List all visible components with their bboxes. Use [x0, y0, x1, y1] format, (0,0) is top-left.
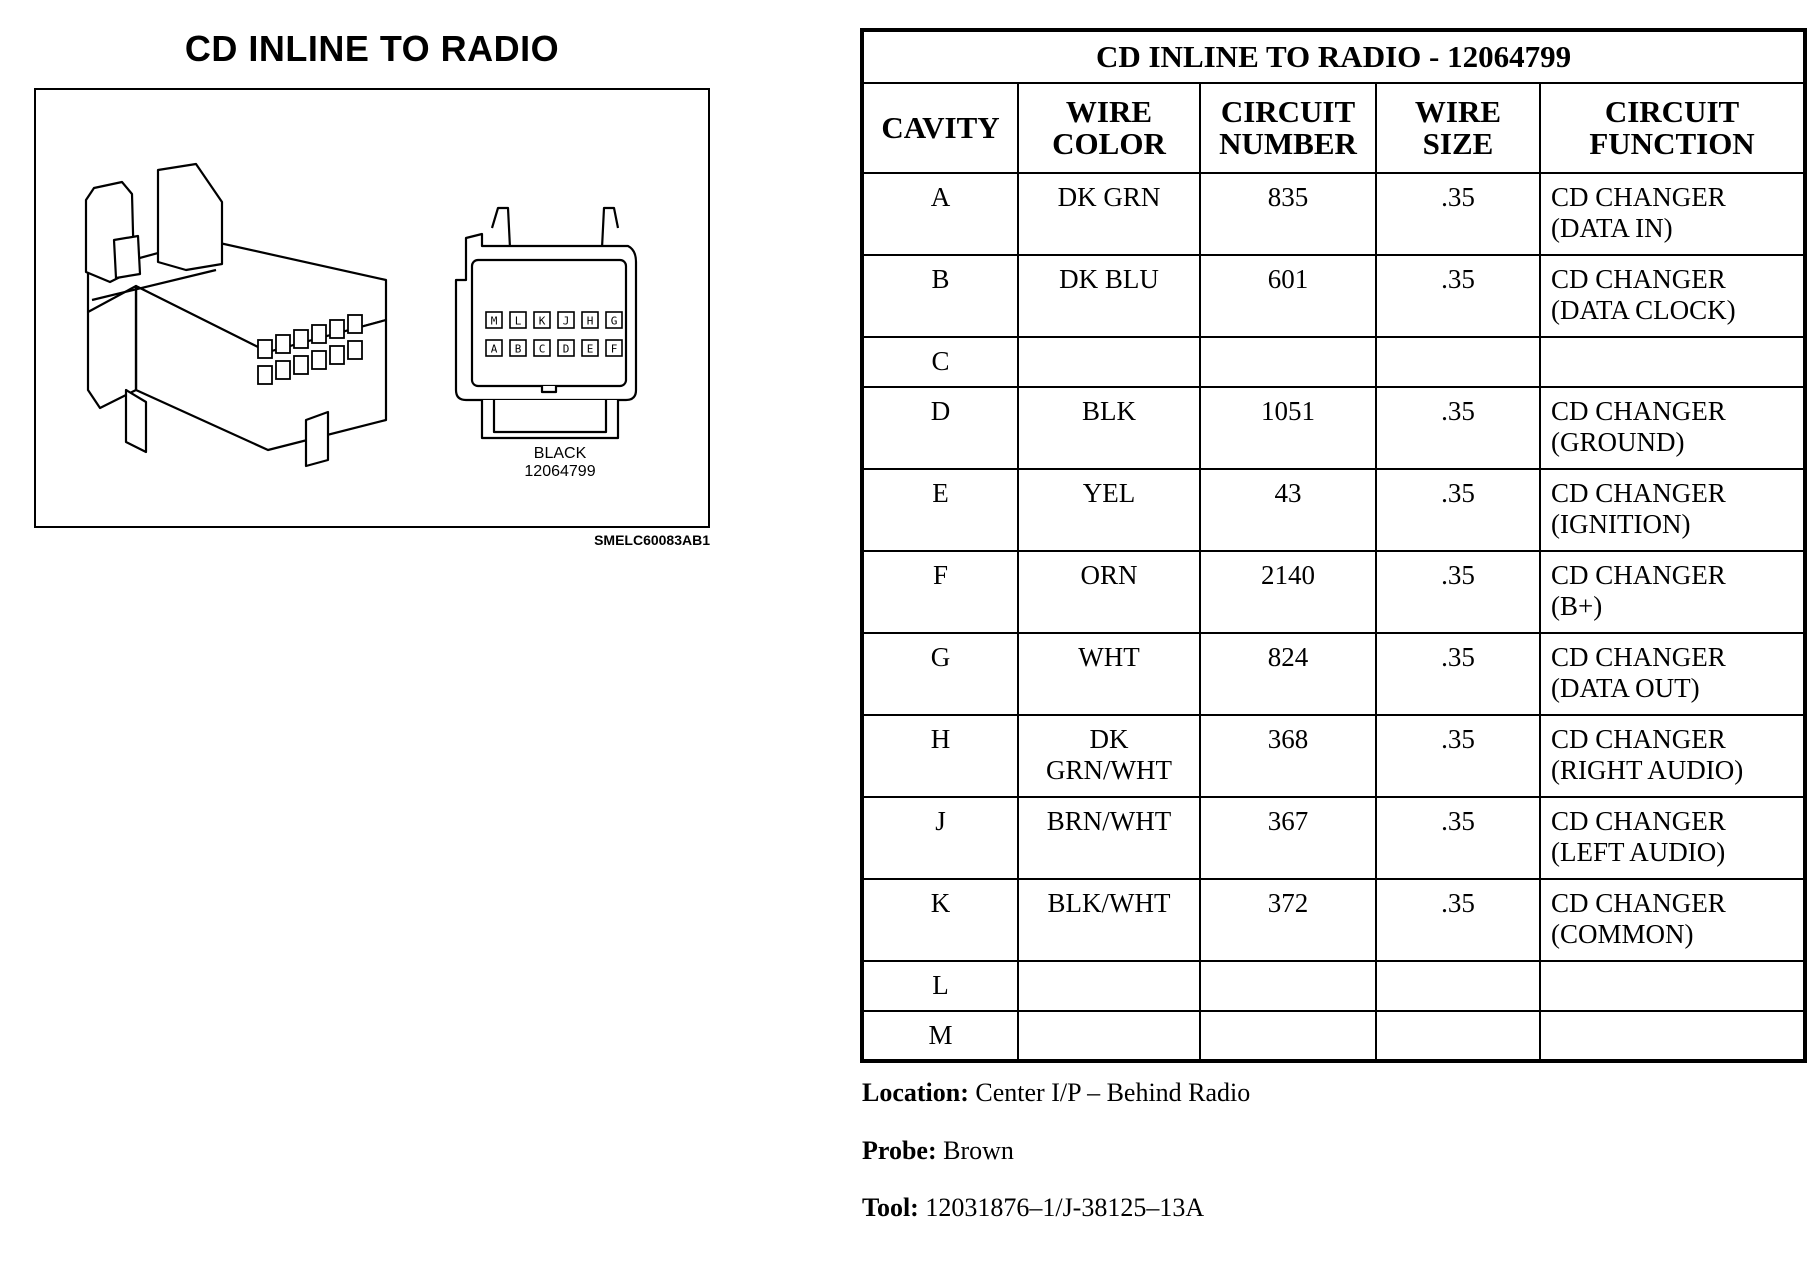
- wire-color-cell: ORN: [1018, 551, 1200, 633]
- table-row: [862, 469, 1805, 551]
- wire-size-cell: .35: [1376, 879, 1540, 961]
- wire-color-cell: BRN/WHT: [1018, 797, 1200, 879]
- circuit-number-cell: 2140: [1200, 551, 1376, 633]
- svg-text:E: E: [586, 342, 594, 356]
- table-row: [862, 879, 1805, 961]
- circuit-function-cell: CD CHANGER (DATA IN): [1540, 173, 1805, 255]
- pin-e: [582, 340, 598, 356]
- svg-text:F: F: [610, 342, 618, 356]
- tool-value: 12031876–1/J-38125–13A: [925, 1193, 1205, 1222]
- circuit-function-cell: CD CHANGER (COMMON): [1540, 879, 1805, 961]
- svg-text:B: B: [514, 342, 522, 356]
- pin-a: [486, 340, 502, 356]
- pin-c: [534, 340, 550, 356]
- connector-isometric-view: [86, 164, 386, 466]
- pin-g: [606, 312, 622, 328]
- pin-h: [582, 312, 598, 328]
- circuit-function-cell: CD CHANGER (DATA CLOCK): [1540, 255, 1805, 337]
- wire-size-cell: [1376, 1011, 1540, 1061]
- connector-color-label: BLACK: [533, 445, 587, 462]
- location-value: Center I/P – Behind Radio: [975, 1078, 1251, 1107]
- wire-color-cell: DK GRN/WHT: [1018, 715, 1200, 797]
- pin-j: [558, 312, 574, 328]
- svg-text:A: A: [490, 342, 498, 356]
- svg-text:J: J: [562, 314, 570, 328]
- circuit-number-cell: 43: [1200, 469, 1376, 551]
- wire-size-cell: .35: [1376, 715, 1540, 797]
- figure-id: SMELC60083AB1: [594, 532, 710, 548]
- header-circuit-function: CIRCUIT FUNCTION: [1540, 83, 1805, 173]
- table-row: [862, 1011, 1805, 1061]
- probe-value: Brown: [943, 1136, 1014, 1165]
- pin-k: [534, 312, 550, 328]
- cavity-cell: J: [862, 797, 1018, 879]
- table-row: [862, 715, 1805, 797]
- probe-label: Probe:: [862, 1136, 937, 1165]
- tool-label: Tool:: [862, 1193, 919, 1222]
- circuit-number-cell: 835: [1200, 173, 1376, 255]
- wire-size-cell: .35: [1376, 469, 1540, 551]
- circuit-number-cell: 372: [1200, 879, 1376, 961]
- pin-b: [510, 340, 526, 356]
- wire-color-cell: BLK: [1018, 387, 1200, 469]
- svg-text:K: K: [538, 314, 546, 328]
- circuit-function-cell: CD CHANGER (GROUND): [1540, 387, 1805, 469]
- wire-color-cell: WHT: [1018, 633, 1200, 715]
- cavity-cell: H: [862, 715, 1018, 797]
- svg-text:D: D: [562, 342, 570, 356]
- cavity-cell: C: [862, 337, 1018, 387]
- circuit-number-cell: 368: [1200, 715, 1376, 797]
- header-cavity: CAVITY: [862, 83, 1018, 173]
- wire-size-cell: .35: [1376, 255, 1540, 337]
- cavity-cell: E: [862, 469, 1018, 551]
- svg-text:L: L: [514, 314, 522, 328]
- wire-size-cell: .35: [1376, 633, 1540, 715]
- table-row: [862, 255, 1805, 337]
- table-title: CD INLINE TO RADIO - 12064799: [862, 30, 1805, 83]
- circuit-function-cell: CD CHANGER (LEFT AUDIO): [1540, 797, 1805, 879]
- pinout-rows: [862, 173, 1805, 1061]
- cavity-cell: K: [862, 879, 1018, 961]
- header-circuit-number: CIRCUIT NUMBER: [1200, 83, 1376, 173]
- circuit-function-cell: CD CHANGER (B+): [1540, 551, 1805, 633]
- pin-m: [486, 312, 502, 328]
- circuit-number-cell: 601: [1200, 255, 1376, 337]
- table-row: [862, 961, 1805, 1011]
- wire-color-cell: BLK/WHT: [1018, 879, 1200, 961]
- pin-f: [606, 340, 622, 356]
- table-row: [862, 551, 1805, 633]
- cavity-cell: G: [862, 633, 1018, 715]
- wire-size-cell: .35: [1376, 551, 1540, 633]
- pin-l: [510, 312, 526, 328]
- circuit-function-cell: CD CHANGER (DATA OUT): [1540, 633, 1805, 715]
- location-line: [862, 1078, 1250, 1108]
- cavity-cell: L: [862, 961, 1018, 1011]
- svg-text:H: H: [586, 314, 594, 328]
- connector-illustration: [36, 90, 708, 526]
- table-row: [862, 633, 1805, 715]
- svg-text:M: M: [490, 314, 498, 328]
- wire-size-cell: .35: [1376, 387, 1540, 469]
- probe-line: [862, 1136, 1014, 1166]
- pinout-table: [860, 28, 1807, 1063]
- wire-color-cell: [1018, 961, 1200, 1011]
- circuit-number-cell: 824: [1200, 633, 1376, 715]
- circuit-number-cell: [1200, 337, 1376, 387]
- wire-size-cell: [1376, 961, 1540, 1011]
- circuit-function-cell: CD CHANGER (IGNITION): [1540, 469, 1805, 551]
- circuit-function-cell: CD CHANGER (RIGHT AUDIO): [1540, 715, 1805, 797]
- cavity-cell: B: [862, 255, 1018, 337]
- header-wire-size: WIRE SIZE: [1376, 83, 1540, 173]
- wire-size-cell: [1376, 337, 1540, 387]
- location-label: Location:: [862, 1078, 969, 1107]
- connector-part-number: 12064799: [524, 463, 596, 480]
- wire-size-cell: .35: [1376, 173, 1540, 255]
- wire-color-cell: [1018, 1011, 1200, 1061]
- pin-d: [558, 340, 574, 356]
- cavity-cell: F: [862, 551, 1018, 633]
- table-row: [862, 173, 1805, 255]
- tool-line: [862, 1193, 1204, 1223]
- circuit-function-cell: [1540, 1011, 1805, 1061]
- connector-diagram: [34, 88, 710, 528]
- svg-text:C: C: [538, 342, 546, 356]
- wire-color-cell: DK GRN: [1018, 173, 1200, 255]
- wire-color-cell: [1018, 337, 1200, 387]
- header-wire-color: WIRE COLOR: [1018, 83, 1200, 173]
- table-row: [862, 797, 1805, 879]
- wire-color-cell: YEL: [1018, 469, 1200, 551]
- circuit-number-cell: [1200, 1011, 1376, 1061]
- table-header-row: [862, 83, 1805, 173]
- wire-color-cell: DK BLU: [1018, 255, 1200, 337]
- circuit-number-cell: 367: [1200, 797, 1376, 879]
- table-row: [862, 387, 1805, 469]
- circuit-function-cell: [1540, 961, 1805, 1011]
- table-row: [862, 337, 1805, 387]
- cavity-cell: M: [862, 1011, 1018, 1061]
- wire-size-cell: .35: [1376, 797, 1540, 879]
- cavity-cell: D: [862, 387, 1018, 469]
- circuit-number-cell: [1200, 961, 1376, 1011]
- circuit-number-cell: 1051: [1200, 387, 1376, 469]
- svg-text:G: G: [610, 314, 618, 328]
- cavity-cell: A: [862, 173, 1018, 255]
- diagram-title: CD INLINE TO RADIO: [184, 28, 560, 69]
- circuit-function-cell: [1540, 337, 1805, 387]
